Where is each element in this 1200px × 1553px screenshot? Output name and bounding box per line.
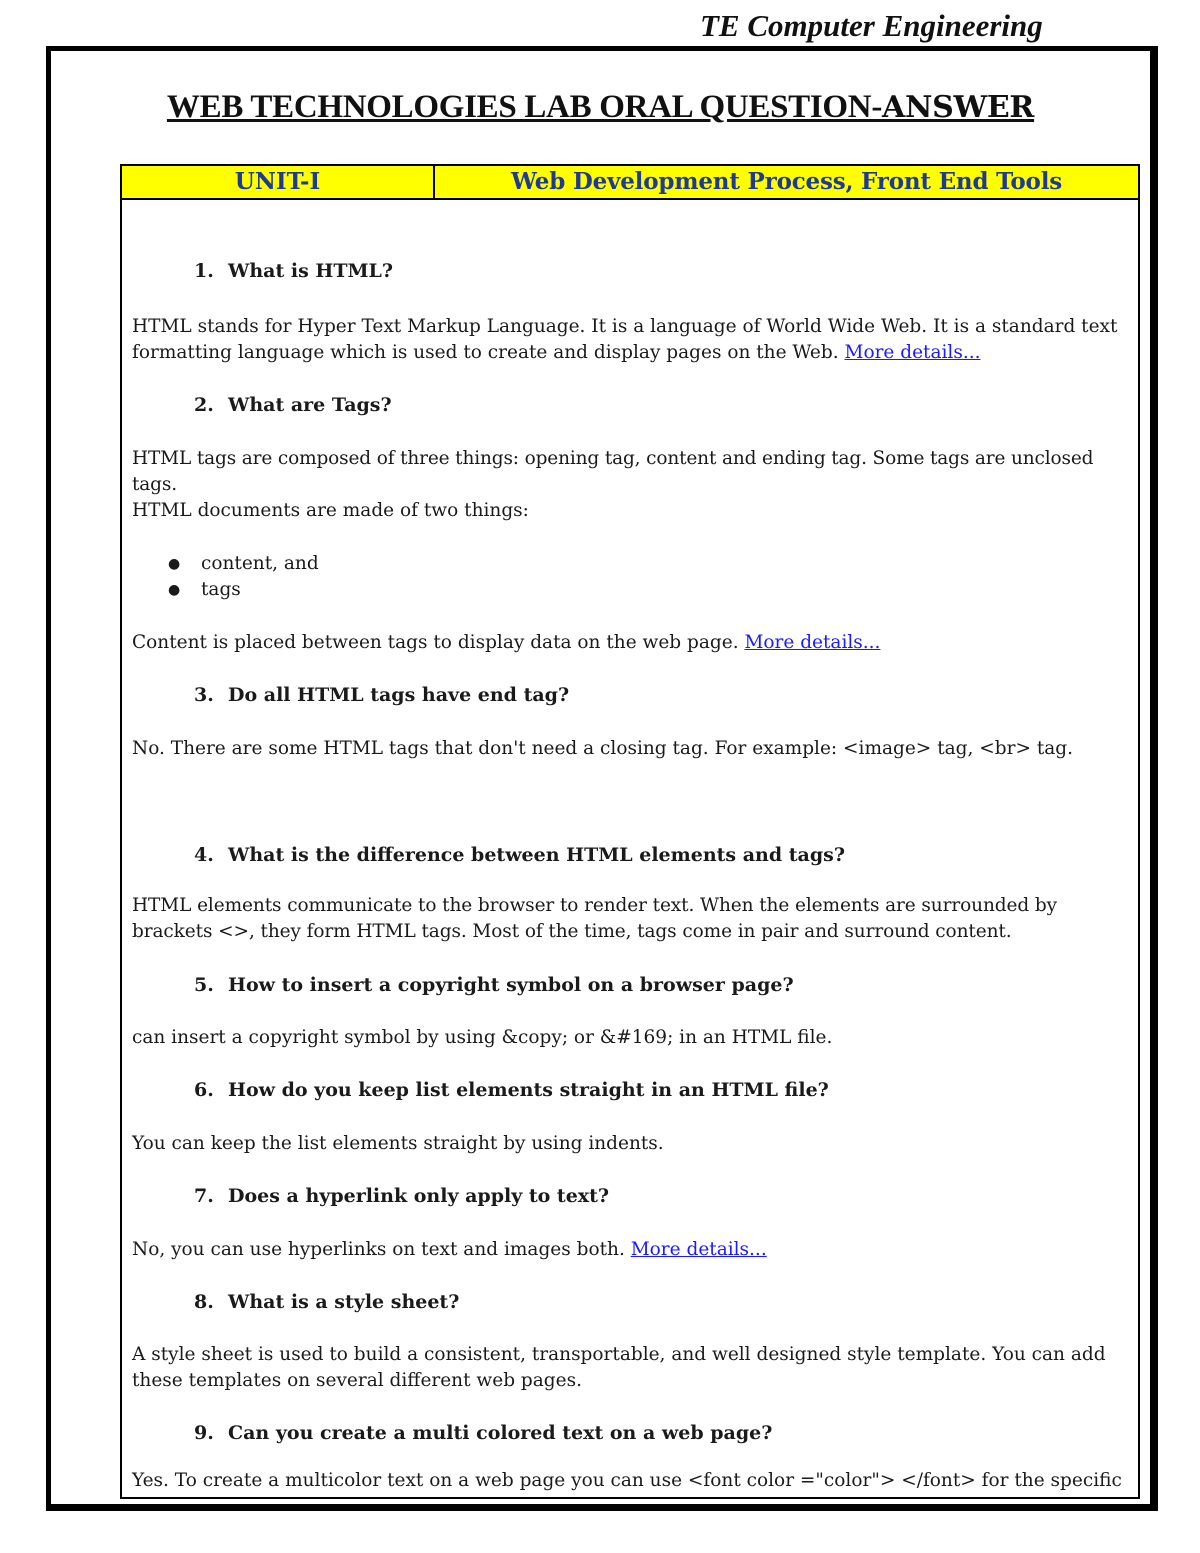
list-item: ● content, and xyxy=(168,551,319,577)
question-2: 2. What are Tags? xyxy=(194,394,392,416)
content-box xyxy=(120,164,1140,1499)
answer-3: No. There are some HTML tags that don't need a closing tag. For example: <image> tag, <br> tag. xyxy=(132,738,1074,759)
document-title xyxy=(51,89,1150,126)
question-9: 9. Can you create a multi colored text on a web page? xyxy=(194,1422,773,1444)
question-6: 6. How do you keep list elements straight in an HTML file? xyxy=(194,1079,829,1101)
question-7: 7. Does a hyperlink only apply to text? xyxy=(194,1185,610,1207)
title-emphasis: ANSWER xyxy=(882,90,1035,125)
question-8: 8. What is a style sheet? xyxy=(194,1291,460,1313)
more-details-link[interactable]: More details... xyxy=(844,342,981,363)
answer-2-line-1: HTML tags are composed of three things: opening tag, content and ending tag. Some tags are unclosed tags. xyxy=(132,448,1094,495)
title-main: WEB TECHNOLOGIES LAB ORAL QUESTION- xyxy=(166,89,883,125)
answer-5: can insert a copyright symbol by using &copy; or &#169; in an HTML file. xyxy=(132,1027,833,1048)
answer-9: Yes. To create a multicolor text on a web page you can use <font color ="color"> </font> for the specific xyxy=(132,1470,1122,1491)
question-1: 1. What is HTML? xyxy=(194,260,393,282)
answer-2-line-2: HTML documents are made of two things: xyxy=(132,500,529,521)
answer-6: You can keep the list elements straight by using indents. xyxy=(132,1133,664,1154)
answer-2-line-3: Content is placed between tags to display data on the web page. More details... xyxy=(132,632,881,653)
more-details-link[interactable]: More details... xyxy=(630,1239,767,1260)
page-frame xyxy=(46,46,1158,1511)
bullet-icon: ● xyxy=(168,582,181,598)
unit-topic: Web Development Process, Front End Tools xyxy=(511,168,1062,195)
answer-8: A style sheet is used to build a consistent, transportable, and well designed style template. You can add these templates on several different web pages. xyxy=(132,1344,1106,1391)
list-item: ● tags xyxy=(168,577,319,603)
unit-header-row xyxy=(122,166,1138,200)
department-header: TE Computer Engineering xyxy=(700,8,1043,43)
bullet-list xyxy=(168,551,319,603)
answer-7: No, you can use hyperlinks on text and images both. More details... xyxy=(132,1239,767,1260)
question-5: 5. How to insert a copyright symbol on a browser page? xyxy=(194,974,794,996)
question-4: 4. What is the difference between HTML elements and tags? xyxy=(194,844,845,866)
answer-1: HTML stands for Hyper Text Markup Language. It is a language of World Wide Web. It is a standard text formatting language which is used to create and display pages on the Web. More details... xyxy=(132,316,1118,363)
answer-4: HTML elements communicate to the browser to render text. When the elements are surrounded by brackets <>, they form HTML tags. Most of the time, tags come in pair and surround content. xyxy=(132,895,1057,942)
more-details-link[interactable]: More details... xyxy=(744,632,881,653)
question-3: 3. Do all HTML tags have end tag? xyxy=(194,684,570,706)
bullet-icon: ● xyxy=(168,556,181,572)
unit-label: UNIT-I xyxy=(122,166,435,198)
